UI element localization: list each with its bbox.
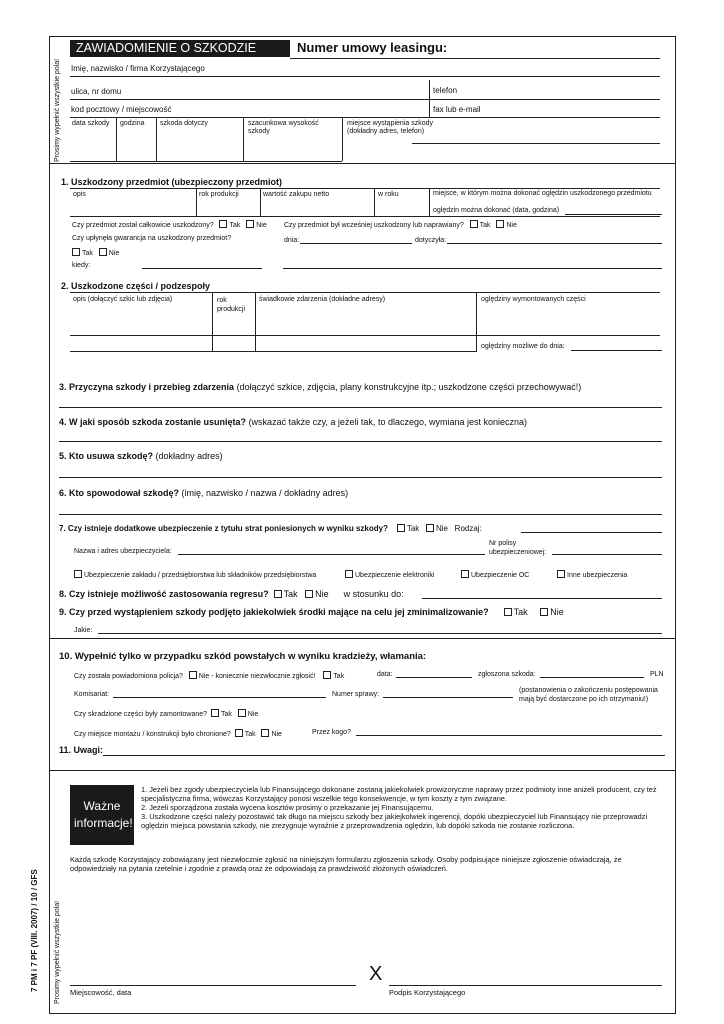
repaired-date-field[interactable]	[300, 243, 412, 244]
q-repaired: Czy przedmiot był wcześniej uszkodzony lub naprawiany?	[284, 222, 464, 229]
s9-no-label: Nie	[550, 607, 564, 617]
s9-which-field[interactable]	[98, 633, 662, 634]
leasing-number-label: Numer umowy leasingu:	[297, 40, 448, 55]
s7-yes-checkbox[interactable]	[397, 524, 405, 532]
side-note-top: Prosimy wypełnić wszystkie pola!	[54, 58, 61, 162]
section-4-note: (wskazać także czy, a jeżeli tak, to dlaczego, wymiana jest konieczna)	[248, 417, 528, 427]
street-label: ulica, nr domu	[71, 87, 122, 96]
repaired-concerned-label: dotyczyła:	[415, 237, 447, 244]
s7-policy-field[interactable]	[552, 554, 662, 555]
s10-date-label: data:	[377, 671, 393, 678]
s10-mounted-no-label: Nie	[247, 711, 259, 718]
s7-policy-label: Nr polisy ubezpieczeniowej:	[489, 540, 547, 556]
s7-option-other-checkbox[interactable]	[557, 570, 565, 578]
s10-case-field[interactable]	[383, 697, 513, 698]
total-yes-label: Tak	[229, 222, 241, 229]
s1-inspection-field[interactable]	[565, 214, 662, 215]
section-8-title: 8. Czy istnieje możliwość zastosowania regresu?	[59, 589, 269, 599]
section-5-field[interactable]	[59, 477, 662, 478]
s10-by-whom-label: Przez kogo?	[312, 729, 351, 736]
warranty-when-label: kiedy:	[72, 262, 91, 269]
important-item-2: 2. Jeżeli sporządzona została wycena kosztów prosimy o przekazanie jej Finansującemu.	[141, 803, 434, 812]
warranty-when-field[interactable]	[142, 268, 262, 269]
s7-yes-label: Tak	[406, 524, 420, 533]
q-warranty: Czy upłynęła gwarancja na uszkodzony przedmiot?	[72, 235, 232, 242]
section-7-title: 7. Czy istnieje dodatkowe ubezpieczenie z tytułu strat poniesionych w wyniku szkody?	[59, 524, 388, 533]
s8-against-field[interactable]	[422, 598, 662, 599]
statement-text: Każdą szkodę Korzystający zobowiązany jest niezwłocznie zgłosić na niniejszym formularzu zgłoszenia szkody. Osoby podpisujące niniejsze zgłoszenie oświadczają, że odpowiedziały na pytania rzetelnie i zgodnie z prawdą oraz że odpowiadają za prawdziwość złożonych oświadczeń.	[70, 855, 622, 873]
total-yes-checkbox[interactable]	[219, 220, 227, 228]
s10-police-no-label: Nie - koniecznie niezwłocznie zgłosić!	[198, 673, 316, 680]
section-9-title: 9. Czy przed wystąpieniem szkody podjęto jakiekolwiek środki mające na celu jej zminimalizowanie?	[59, 607, 489, 617]
s7-option-company-checkbox[interactable]	[74, 570, 82, 578]
s10-mounted-yes-label: Tak	[220, 711, 232, 718]
warranty-yes-checkbox[interactable]	[72, 248, 80, 256]
warranty-no-label: Nie	[108, 250, 120, 257]
total-no-checkbox[interactable]	[246, 220, 254, 228]
place-date-label: Miejscowość, data	[70, 988, 132, 997]
signature-x-mark: X	[369, 963, 383, 985]
s7-insurer-field[interactable]	[178, 554, 485, 555]
s8-no-label: Nie	[315, 589, 329, 599]
q-total-damage: Czy przedmiot został całkowicie uszkodzony?	[72, 222, 214, 229]
s7-type-field[interactable]	[521, 532, 662, 533]
repaired-concerned-field[interactable]	[447, 243, 662, 244]
warranty-no-checkbox[interactable]	[99, 248, 107, 256]
s10-station-field[interactable]	[113, 697, 326, 698]
s9-yes-checkbox[interactable]	[504, 608, 512, 616]
damage-concerns-label: szkoda dotyczy	[160, 120, 208, 127]
s10-by-whom-field[interactable]	[356, 735, 662, 736]
section-11-title: 11. Uwagi:	[59, 745, 104, 755]
s7-option-electronics-label: Ubezpieczenie elektroniki	[355, 572, 435, 579]
s10-police-yes-checkbox[interactable]	[323, 671, 331, 679]
s2-possible-label: oględziny możliwe do dnia:	[481, 343, 565, 350]
s8-against-label: w stosunku do:	[343, 589, 404, 599]
section-6-note: (imię, nazwisko / nazwa / dokładny adres)	[181, 488, 349, 498]
estimated-value-label: szacunkowa wysokość szkody	[248, 120, 319, 135]
side-note-bottom: Prosimy wypełnić wszystkie pola!	[54, 900, 61, 1004]
s9-no-checkbox[interactable]	[540, 608, 548, 616]
s7-option-company-label: Ubezpieczenie zakładu / przedsiębiorstwa lub składników przedsiębiorstwa	[84, 572, 317, 579]
section-6-title: 6. Kto spowodował szkodę?	[59, 488, 180, 498]
section-5-title: 5. Kto usuwa szkodę?	[59, 451, 154, 461]
postal-label: kod pocztowy / miejscowość	[71, 105, 172, 114]
s10-date-field[interactable]	[396, 677, 472, 678]
place-date-field[interactable]	[70, 985, 356, 986]
damage-place-label: miejsce wystąpienia szkody (dokładny adres, telefon)	[347, 120, 433, 135]
section-4-title: 4. W jaki sposób szkoda zostanie usunięta?	[59, 417, 247, 427]
s10-pln-label: PLN	[650, 671, 664, 678]
s9-which-label: Jakie:	[74, 627, 93, 634]
s10-police-yes-label: Tak	[333, 673, 345, 680]
remarks-field[interactable]	[103, 755, 665, 756]
repaired-no-label: Nie	[506, 222, 517, 229]
total-no-label: Nie	[256, 222, 267, 229]
section-1-title: 1. Uszkodzony przedmiot (ubezpieczony przedmiot)	[61, 177, 283, 187]
signature-label: Podpis Korzystającego	[389, 988, 466, 997]
section-3-field[interactable]	[59, 407, 662, 408]
s1-year-label: rok produkcji	[199, 191, 239, 198]
signature-field[interactable]	[389, 985, 662, 986]
section-4-field[interactable]	[59, 441, 662, 442]
s10-police-no-checkbox[interactable]	[189, 671, 197, 679]
s10-mounted-no-checkbox[interactable]	[238, 709, 246, 717]
s10-protected-yes-checkbox[interactable]	[235, 729, 243, 737]
form-code: 7 PM i 7 PF (VIII. 2007) / 10 / GFS	[30, 869, 39, 992]
s10-case-label: Numer sprawy:	[332, 691, 380, 698]
section-2-title: 2. Uszkodzone części / podzespoły	[61, 281, 211, 291]
s1-place-label: miejsce, w którym można dokonać oględzin uszkodzonego przedmiotu	[433, 190, 652, 197]
insured-name-field[interactable]	[70, 76, 660, 77]
s7-no-checkbox[interactable]	[426, 524, 434, 532]
s10-protected-no-label: Nie	[271, 731, 282, 738]
s1-value-label: wartość zakupu netto	[263, 191, 330, 198]
repaired-yes-label: Tak	[479, 222, 491, 229]
street-field[interactable]	[70, 99, 660, 100]
important-item-3: 3. Uszkodzone części należy pozostawić tak długo na miejscu szkody bez jakiejkolwiek ingerencji, dopóki ubezpieczyciel lub Finansujący nie przeprowadzi oględzin miejsca powstania szkody, nie zrezygnuje wyraźnie z przeprowadzenia oględzin, lub dopóki szkoda nie zostanie rozliczona.	[141, 812, 648, 830]
page-title: ZAWIADOMIENIE O SZKODZIE	[70, 40, 290, 57]
section-6-field[interactable]	[59, 514, 662, 515]
s1-inyear-label: w roku	[378, 191, 399, 198]
s10-reported-field[interactable]	[540, 677, 644, 678]
repaired-no-checkbox[interactable]	[496, 220, 504, 228]
s7-type-label: Rodzaj:	[454, 524, 482, 533]
fax-label: fax lub e-mail	[433, 105, 481, 114]
s2-desc-label: opis (dołączyć szkic lub zdjęcia)	[73, 296, 173, 303]
insured-name-label: Imię, nazwisko / firma Korzystającego	[71, 64, 205, 73]
s7-option-oc-label: Ubezpieczenie OC	[471, 572, 530, 579]
s10-protected-question: Czy miejsce montażu / konstrukcji było chronione?	[74, 731, 231, 738]
section-5-note: (dokładny adres)	[155, 451, 223, 461]
s7-option-other-label: Inne ubezpieczenia	[567, 572, 628, 579]
postal-field[interactable]	[70, 117, 660, 118]
s10-station-label: Komisariat:	[74, 691, 110, 698]
s1-inspection-label: oględzin można dokonać (data, godzina)	[433, 207, 560, 214]
s2-year-label: rok produkcji	[217, 297, 246, 313]
s10-reported-label: zgłoszona szkoda:	[478, 671, 536, 678]
s2-possible-field[interactable]	[571, 350, 662, 351]
s9-yes-label: Tak	[513, 607, 528, 617]
phone-label: telefon	[433, 86, 458, 95]
s10-mounted-yes-checkbox[interactable]	[211, 709, 219, 717]
s7-option-oc-checkbox[interactable]	[461, 570, 469, 578]
section-3-note: (dołączyć szkice, zdjęcia, plany konstrukcyjne itp.; uszkodzone części przechowywać!)	[236, 382, 582, 392]
repaired-date-label: dnia:	[284, 237, 300, 244]
s7-insurer-label: Nazwa i adres ubezpieczyciela:	[74, 548, 172, 555]
s10-protected-no-checkbox[interactable]	[261, 729, 269, 737]
s7-option-electronics-checkbox[interactable]	[345, 570, 353, 578]
s2-witnesses-label: świadkowie zdarzenia (dokładne adresy)	[259, 296, 386, 303]
warranty-yes-label: Tak	[82, 250, 93, 257]
important-info-badge: Ważne informacje!	[70, 785, 134, 845]
s1-desc-label: opis	[73, 191, 86, 198]
damage-hour-label: godzina	[120, 120, 145, 127]
damage-date-label: data szkody	[72, 120, 110, 127]
section-10-title: 10. Wypełnić tylko w przypadku szkód powstałych w wyniku kradzieży, włamania:	[59, 651, 427, 662]
s10-mounted-question: Czy skradzione części były zamontowane?	[74, 711, 208, 718]
s2-inspection-label: oględziny wymontowanych części	[481, 296, 586, 303]
s7-no-label: Nie	[435, 524, 448, 533]
s8-no-checkbox[interactable]	[305, 590, 313, 598]
damage-place-field[interactable]	[412, 143, 660, 144]
section-3-title: 3. Przyczyna szkody i przebieg zdarzenia	[59, 382, 235, 392]
s8-yes-label: Tak	[283, 589, 298, 599]
s10-police-question: Czy została powiadomiona policja?	[74, 673, 183, 680]
repaired-yes-checkbox[interactable]	[470, 220, 478, 228]
s8-yes-checkbox[interactable]	[274, 590, 282, 598]
s10-protected-yes-label: Tak	[244, 731, 256, 738]
s10-decision-note: (postanowienia o zakończeniu postępowania mają być dostarczone po ich otrzymaniu!)	[519, 687, 658, 703]
important-item-1: 1. Jeżeli bez zgody ubezpieczyciela lub Finansującego dokonane zostaną jakiekolwiek prowizoryczne naprawy przez podmioty inne aniżeli producent, czy też specjalistyczna firma, wówczas Korzystający ponosi wszelkie tego konsekwencje, w tym koszty z tym związane.	[141, 785, 657, 803]
